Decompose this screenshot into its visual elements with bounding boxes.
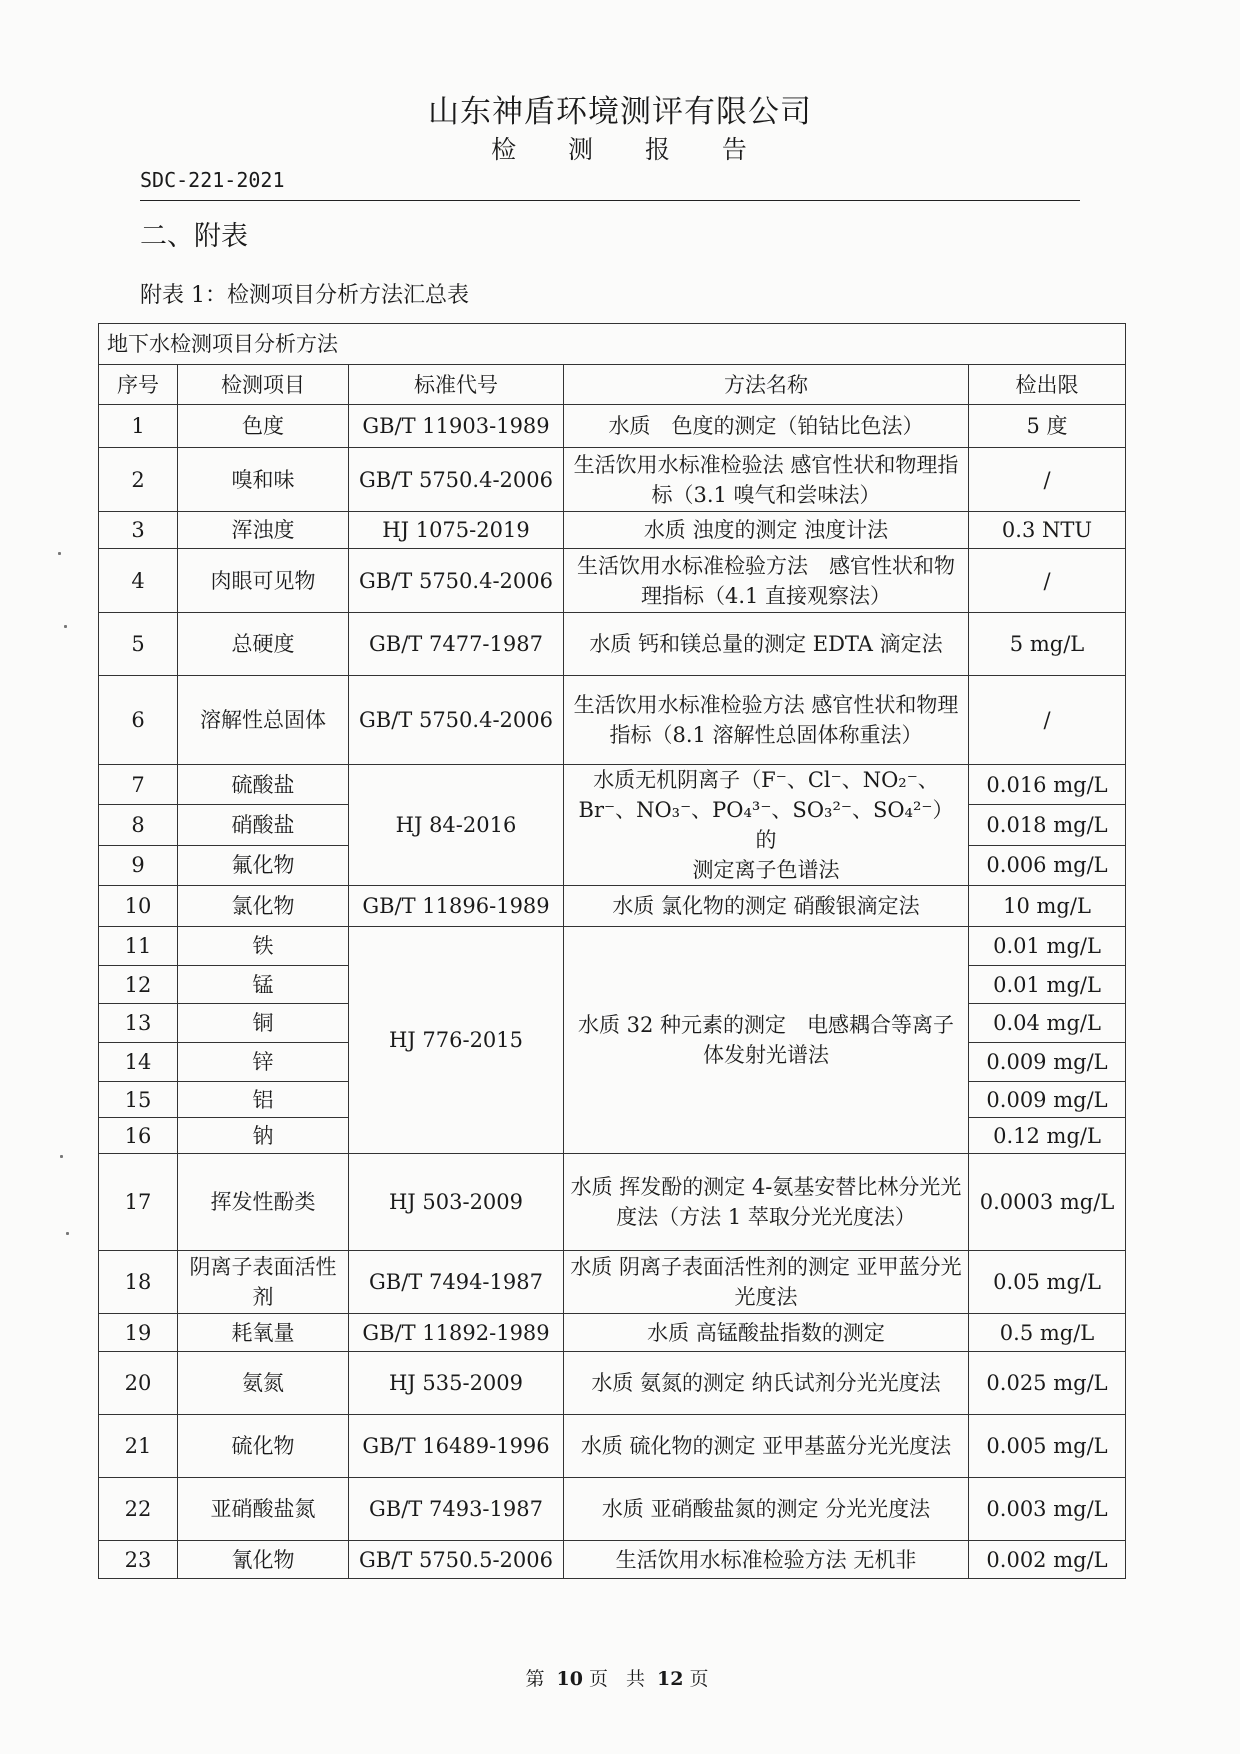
detection-limit: 0.002 mg/L: [969, 1541, 1126, 1579]
table-row: [99, 1251, 1126, 1314]
row-number: 20: [99, 1352, 178, 1415]
row-number: 1: [99, 405, 178, 448]
report-title: 检 测 报 告: [491, 135, 769, 164]
row-number: 8: [99, 805, 178, 845]
detection-limit: 0.01 mg/L: [969, 927, 1126, 966]
standard-code: GB/T 7477-1987: [349, 613, 564, 676]
detection-limit: 0.005 mg/L: [969, 1415, 1126, 1478]
detection-item: 肉眼可见物: [178, 549, 349, 613]
detection-item: 锰: [178, 966, 349, 1004]
row-number: 23: [99, 1541, 178, 1579]
row-number: 11: [99, 927, 178, 966]
row-number: 13: [99, 1004, 178, 1043]
standard-code: GB/T 11896-1989: [349, 886, 564, 927]
detection-item: 嗅和味: [178, 448, 349, 512]
standard-code: GB/T 5750.4-2006: [349, 676, 564, 765]
method-name: 水质 氨氮的测定 纳氏试剂分光光度法: [564, 1352, 969, 1415]
row-number: 3: [99, 512, 178, 549]
table-row: [99, 886, 1126, 927]
method-name: [564, 765, 969, 886]
row-number: 12: [99, 966, 178, 1004]
row-number: 9: [99, 845, 178, 885]
detection-limit: 5 度: [969, 405, 1126, 448]
header-cell: 检出限: [969, 365, 1126, 405]
method-name: 水质 阴离子表面活性剂的测定 亚甲蓝分光光度法: [564, 1251, 969, 1314]
row-number: 2: [99, 448, 178, 512]
header-cell: 方法名称: [564, 365, 969, 405]
page-footer: 第 10 页 共 12 页: [525, 1668, 715, 1690]
detection-item: 色度: [178, 405, 349, 448]
detection-item: 硝酸盐: [178, 805, 349, 845]
table-row: [99, 613, 1126, 676]
scan-speck: [64, 625, 67, 628]
detection-item: 钠: [178, 1118, 349, 1154]
method-line: Br⁻、NO₃⁻、PO₄³⁻、SO₃²⁻、SO₄²⁻）的: [578, 798, 954, 852]
detection-item: 阴离子表面活性剂: [178, 1251, 349, 1314]
standard-code: GB/T 7494-1987: [349, 1251, 564, 1314]
detection-limit: 0.006 mg/L: [969, 845, 1126, 885]
detection-limit: 0.05 mg/L: [969, 1251, 1126, 1314]
row-number: 15: [99, 1082, 178, 1118]
table-row: [99, 765, 1126, 805]
row-number: 17: [99, 1154, 178, 1251]
detection-item: 氟化物: [178, 845, 349, 885]
detection-limit: 0.3 NTU: [969, 512, 1126, 549]
scan-speck: [60, 1155, 63, 1158]
detection-item: 铝: [178, 1082, 349, 1118]
detection-item: 氯化物: [178, 886, 349, 927]
table-row: [99, 1415, 1126, 1478]
table-row: [99, 1541, 1126, 1579]
method-name: 水质 32 种元素的测定 电感耦合等离子体发射光谱法: [564, 927, 969, 1154]
method-line: 水质无机阴离子（F⁻、Cl⁻、NO₂⁻、: [593, 768, 939, 792]
table-row: [99, 405, 1126, 448]
method-line: 测定离子色谱法: [692, 858, 840, 882]
row-number: 19: [99, 1314, 178, 1352]
table-header-row: [99, 365, 1126, 405]
method-name: 水质 氯化物的测定 硝酸银滴定法: [564, 886, 969, 927]
table-row: [99, 549, 1126, 613]
standard-code: HJ 1075-2019: [349, 512, 564, 549]
standard-code: GB/T 11892-1989: [349, 1314, 564, 1352]
detection-item: 总硬度: [178, 613, 349, 676]
detection-item: 耗氧量: [178, 1314, 349, 1352]
detection-item: 氨氮: [178, 1352, 349, 1415]
method-name: 生活饮用水标准检验法 感官性状和物理指标（3.1 嗅气和尝味法）: [564, 448, 969, 512]
standard-code: HJ 776-2015: [349, 927, 564, 1154]
detection-item: 浑浊度: [178, 512, 349, 549]
detection-limit: 0.01 mg/L: [969, 966, 1126, 1004]
method-name: 水质 硫化物的测定 亚甲基蓝分光光度法: [564, 1415, 969, 1478]
method-name: 水质 亚硝酸盐氮的测定 分光光度法: [564, 1478, 969, 1541]
table-title-row: [99, 324, 1126, 365]
standard-code: HJ 503-2009: [349, 1154, 564, 1251]
section-title: 二、附表: [140, 221, 248, 252]
table-row: [99, 927, 1126, 966]
standard-code: HJ 84-2016: [349, 765, 564, 886]
detection-item: 硫酸盐: [178, 765, 349, 805]
page-total: 12: [657, 1668, 684, 1690]
method-name: 生活饮用水标准检验方法 感官性状和物理指标（4.1 直接观察法）: [564, 549, 969, 613]
row-number: 6: [99, 676, 178, 765]
detection-item: 挥发性酚类: [178, 1154, 349, 1251]
table-row: [99, 1314, 1126, 1352]
detection-limit: 0.016 mg/L: [969, 765, 1126, 805]
detection-limit: 0.04 mg/L: [969, 1004, 1126, 1043]
table-title: 地下水检测项目分析方法: [99, 324, 1126, 365]
detection-limit: /: [969, 549, 1126, 613]
standard-code: GB/T 11903-1989: [349, 405, 564, 448]
row-number: 4: [99, 549, 178, 613]
standard-code: GB/T 5750.4-2006: [349, 549, 564, 613]
detection-limit: 5 mg/L: [969, 613, 1126, 676]
detection-item: 锌: [178, 1043, 349, 1082]
detection-limit: 0.0003 mg/L: [969, 1154, 1126, 1251]
header-cell: 标准代号: [349, 365, 564, 405]
row-number: 5: [99, 613, 178, 676]
detection-item: 硫化物: [178, 1415, 349, 1478]
standard-code: GB/T 5750.5-2006: [349, 1541, 564, 1579]
detection-limit: /: [969, 676, 1126, 765]
detection-item: 氰化物: [178, 1541, 349, 1579]
detection-limit: 0.009 mg/L: [969, 1043, 1126, 1082]
report-code: SDC-221-2021: [140, 168, 285, 192]
scan-speck: [66, 1232, 69, 1235]
table-row: [99, 1478, 1126, 1541]
row-number: 7: [99, 765, 178, 805]
method-name: 生活饮用水标准检验方法 无机非: [564, 1541, 969, 1579]
table-row: [99, 448, 1126, 512]
row-number: 18: [99, 1251, 178, 1314]
standard-code: HJ 535-2009: [349, 1352, 564, 1415]
row-number: 22: [99, 1478, 178, 1541]
method-name: 生活饮用水标准检验方法 感官性状和物理指标（8.1 溶解性总固体称重法）: [564, 676, 969, 765]
detection-item: 铜: [178, 1004, 349, 1043]
standard-code: GB/T 7493-1987: [349, 1478, 564, 1541]
method-name: 水质 色度的测定（铂钴比色法）: [564, 405, 969, 448]
detection-limit: 10 mg/L: [969, 886, 1126, 927]
header-cell: 检测项目: [178, 365, 349, 405]
row-number: 10: [99, 886, 178, 927]
method-name: 水质 钙和镁总量的测定 EDTA 滴定法: [564, 613, 969, 676]
table-row: [99, 512, 1126, 549]
detection-item: 溶解性总固体: [178, 676, 349, 765]
row-number: 14: [99, 1043, 178, 1082]
row-number: 16: [99, 1118, 178, 1154]
detection-limit: 0.003 mg/L: [969, 1478, 1126, 1541]
methods-table: [98, 323, 1126, 1579]
company-name: 山东神盾环境测评有限公司: [428, 94, 812, 130]
detection-limit: /: [969, 448, 1126, 512]
standard-code: GB/T 16489-1996: [349, 1415, 564, 1478]
header-divider: [140, 200, 1080, 201]
detection-limit: 0.12 mg/L: [969, 1118, 1126, 1154]
detection-limit: 0.018 mg/L: [969, 805, 1126, 845]
table-row: [99, 1154, 1126, 1251]
method-name: 水质 挥发酚的测定 4-氨基安替比林分光光度法（方法 1 萃取分光光度法）: [564, 1154, 969, 1251]
detection-limit: 0.009 mg/L: [969, 1082, 1126, 1118]
table-row: [99, 1352, 1126, 1415]
scan-speck: [58, 552, 61, 555]
table-caption: 附表 1：检测项目分析方法汇总表: [140, 283, 469, 308]
page-number: 10: [556, 1668, 583, 1690]
detection-item: 铁: [178, 927, 349, 966]
row-number: 21: [99, 1415, 178, 1478]
standard-code: GB/T 5750.4-2006: [349, 448, 564, 512]
table-row: [99, 676, 1126, 765]
detection-item: 亚硝酸盐氮: [178, 1478, 349, 1541]
detection-limit: 0.025 mg/L: [969, 1352, 1126, 1415]
method-name: 水质 浊度的测定 浊度计法: [564, 512, 969, 549]
header-cell: 序号: [99, 365, 178, 405]
detection-limit: 0.5 mg/L: [969, 1314, 1126, 1352]
method-name: 水质 高锰酸盐指数的测定: [564, 1314, 969, 1352]
